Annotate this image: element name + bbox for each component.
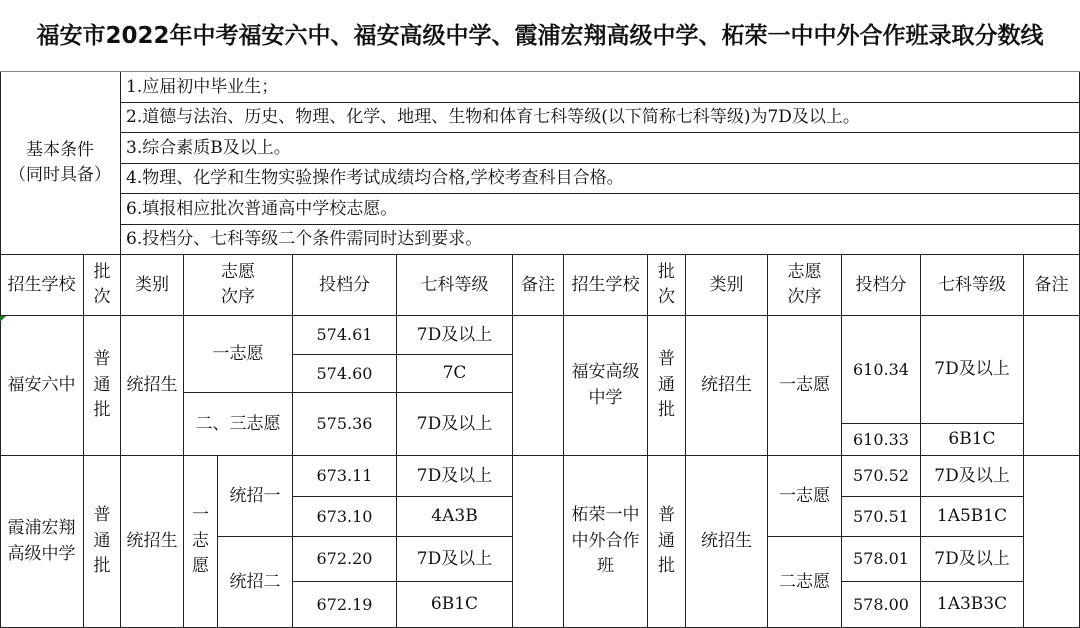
category-fuan-high: 统招生 (686, 316, 768, 456)
school-fuan-high (564, 316, 648, 456)
grade-cell: 1A3B3C (921, 582, 1024, 628)
score-cell: 610.33 (842, 424, 921, 456)
score-cell: 574.61 (293, 316, 397, 355)
batch-fuan-high (648, 316, 686, 456)
batch-fuan6 (84, 316, 121, 456)
batch-char: 批 (658, 556, 675, 577)
order-zherong-first: 一志愿 (768, 456, 842, 537)
header-order-line: 次序 (787, 287, 822, 307)
header-order-right (768, 255, 842, 316)
school-name-line: 福安高级 (571, 362, 640, 382)
grade-cell: 1A5B1C (921, 497, 1024, 537)
page-title: 福安市2022年中考福安六中、福安高级中学、霞浦宏翔高级中学、柘荣一中中外合作班录取分数线 (36, 23, 1044, 49)
order-fuan-high: 一志愿 (768, 316, 842, 456)
header-school-left: 招生学校 (0, 255, 84, 316)
score-cell: 578.01 (842, 537, 921, 582)
header-batch-char: 次 (93, 287, 111, 307)
grade-cell: 7D及以上 (397, 537, 513, 582)
order-char: 愿 (192, 556, 209, 577)
batch-char: 批 (658, 400, 675, 421)
header-batch-char: 次 (658, 287, 675, 307)
condition-item-3: 3.综合素质B及以上。 (121, 133, 1080, 164)
order-xiapu (184, 456, 218, 628)
condition-item-4: 4.物理、化学和生物实验操作考试成绩均合格,学校考查科目合格。 (121, 164, 1080, 194)
score-cell: 570.52 (842, 456, 921, 497)
condition-item-5: 6.填报相应批次普通高中学校志愿。 (121, 194, 1080, 225)
header-batch-left (84, 255, 121, 316)
score-cell: 673.10 (293, 497, 397, 537)
batch-char: 普 (658, 505, 675, 526)
order-fuan6-second-third: 二、三志愿 (184, 393, 293, 456)
school-name-line: 霞浦宏翔 (7, 518, 76, 538)
score-cell: 673.11 (293, 456, 397, 497)
header-note-right: 备注 (1024, 255, 1080, 316)
score-cell: 574.60 (293, 355, 397, 393)
batch-char: 批 (93, 556, 111, 577)
grade-cell: 7D及以上 (397, 393, 513, 456)
header-batch-char: 批 (658, 261, 675, 282)
score-cell: 610.34 (842, 316, 921, 424)
condition-item-1: 1.应届初中毕业生； (121, 72, 1080, 103)
school-name-line: 中学 (588, 387, 623, 408)
school-zherong (564, 456, 648, 628)
sub-xiapu-2: 统招二 (218, 537, 293, 628)
batch-xiapu (84, 456, 121, 628)
note-fuan6 (513, 316, 564, 456)
header-order-line: 志愿 (787, 261, 822, 282)
batch-char: 通 (658, 530, 675, 551)
grade-cell: 7D及以上 (921, 456, 1024, 497)
batch-char: 通 (658, 374, 675, 395)
conditions-label-line2: （同时具备） (9, 165, 111, 185)
header-category-left: 类别 (121, 255, 184, 316)
batch-zherong (648, 456, 686, 628)
score-cell: 570.51 (842, 497, 921, 537)
note-zherong (1024, 456, 1080, 628)
grade-cell: 7D及以上 (397, 456, 513, 497)
grade-cell: 4A3B (397, 497, 513, 537)
order-char: 志 (192, 530, 209, 551)
batch-char: 批 (93, 400, 111, 421)
grade-cell: 7D及以上 (921, 537, 1024, 582)
score-cell: 578.00 (842, 582, 921, 628)
category-zherong: 统招生 (686, 456, 768, 628)
header-order-line: 志愿 (221, 261, 255, 282)
grade-cell: 7D及以上 (397, 316, 513, 355)
order-zherong-second: 二志愿 (768, 537, 842, 628)
grade-cell: 7C (397, 355, 513, 393)
header-score-right: 投档分 (842, 255, 921, 316)
grade-cell: 6B1C (397, 582, 513, 628)
header-order-line: 次序 (221, 287, 255, 307)
batch-char: 通 (93, 374, 111, 395)
score-cell: 672.20 (293, 537, 397, 582)
header-score-left: 投档分 (293, 255, 397, 316)
sub-xiapu-1: 统招一 (218, 456, 293, 537)
category-xiapu: 统招生 (121, 456, 184, 628)
conditions-label (0, 72, 121, 255)
batch-char: 普 (658, 349, 675, 370)
school-name-line: 班 (597, 556, 614, 577)
batch-char: 普 (93, 505, 111, 526)
grade-cell: 7D及以上 (921, 316, 1024, 424)
batch-char: 普 (93, 349, 111, 370)
header-batch-right (648, 255, 686, 316)
header-category-right: 类别 (686, 255, 768, 316)
school-name-line: 柘荣一中 (571, 505, 640, 526)
header-grade-right: 七科等级 (921, 255, 1024, 316)
header-batch-char: 批 (93, 261, 111, 282)
cell-comment-marker (0, 316, 6, 322)
header-grade-left: 七科等级 (397, 255, 513, 316)
order-fuan6-first: 一志愿 (184, 316, 293, 393)
batch-char: 通 (93, 530, 111, 551)
conditions-label-line1: 基本条件 (26, 139, 94, 160)
school-name-line: 高级中学 (7, 543, 76, 564)
category-fuan6: 统招生 (121, 316, 184, 456)
header-order-left (184, 255, 293, 316)
score-cell: 672.19 (293, 582, 397, 628)
header-school-right: 招生学校 (564, 255, 648, 316)
condition-item-2: 2.道德与法治、历史、物理、化学、地理、生物和体育七科等级(以下简称七科等级)为7D及以上。 (121, 103, 1080, 133)
school-fuan6: 福安六中 (0, 316, 84, 456)
grade-cell: 6B1C (921, 424, 1024, 456)
score-cell: 575.36 (293, 393, 397, 456)
school-xiapu (0, 456, 84, 628)
note-fuan-high (1024, 316, 1080, 456)
note-xiapu (513, 456, 564, 628)
order-char: 一 (192, 505, 209, 526)
condition-item-6: 6.投档分、七科等级二个条件需同时达到要求。 (121, 225, 1080, 255)
header-note-left: 备注 (513, 255, 564, 316)
school-name-line: 中外合作 (571, 530, 640, 551)
